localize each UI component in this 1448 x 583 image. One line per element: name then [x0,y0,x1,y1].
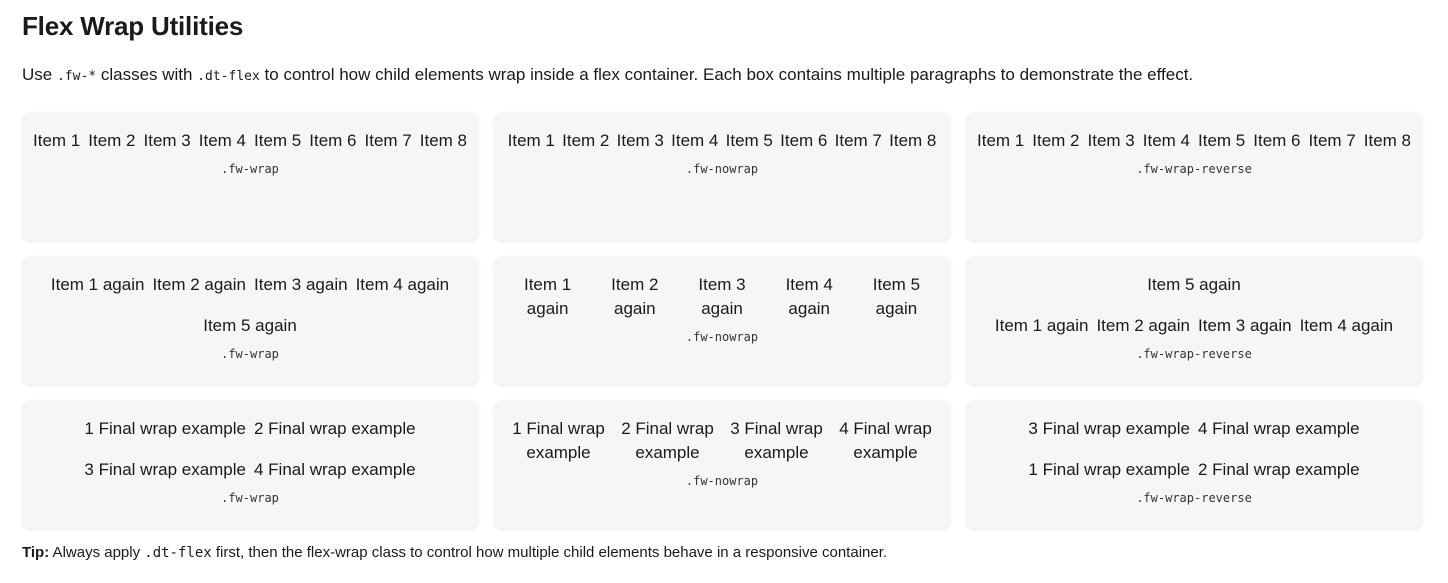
flex-item: Item 8 [1363,131,1411,150]
intro-text-part: Use [22,65,57,84]
flex-container [504,273,940,321]
page-title: Flex Wrap Utilities [22,11,244,41]
tip-label: Tip: [22,544,50,561]
flex-item: Item 1 [977,131,1025,150]
flex-item: 2 Final wrap example [254,419,416,438]
class-label: .fw-nowrap [685,474,759,488]
tip-text [22,543,887,563]
flex-item: 2 Final wrap example [1198,460,1360,479]
flex-item: Item 1 again [523,275,572,318]
flex-item: Item 6 [309,131,357,150]
flex-item: Item 8 [889,131,937,150]
flex-item: Item 3 [143,131,191,150]
flex-item: 2 Final wrap example [621,419,714,462]
flex-item: Item 1 again [994,316,1089,335]
class-label: .fw-nowrap [685,162,759,176]
class-label: .fw-wrap-reverse [1136,162,1252,176]
flex-item: Item 1 [33,131,81,150]
flex-item: Item 4 again [355,275,450,294]
flex-item: Item 8 [419,131,467,150]
tip-code: .dt-flex [144,545,212,561]
flex-item: Item 3 again [698,275,746,318]
intro-text-part: classes with [96,65,198,84]
flex-item: 4 Final wrap example [1198,419,1360,438]
example-card-fw-wrap [22,112,478,240]
flex-item: Item 4 [198,131,246,150]
flex-container [32,273,468,338]
tip-text-part: first, then the flex-wrap class to control how multiple child elements behave in a responsive container. [211,544,888,561]
class-label: .fw-nowrap [685,330,759,344]
flex-container [504,417,940,465]
flex-container [976,417,1412,482]
flex-container [976,273,1412,338]
class-label: .fw-wrap-reverse [1136,491,1252,505]
flex-container [32,417,468,482]
flex-item: Item 4 [671,131,719,150]
flex-item: Item 3 [616,131,664,150]
flex-item: Item 2 again [1096,316,1190,335]
flex-item: Item 5 again [872,275,921,318]
example-card-fw-wrap [22,400,478,528]
flex-item: Item 1 [507,131,555,150]
flex-item: Item 2 [562,131,610,150]
flex-item: Item 7 [364,131,412,150]
flex-item: Item 5 again [203,316,297,335]
flex-item: 3 Final wrap example [84,460,246,479]
flex-item: Item 7 [834,131,882,150]
flex-item: 4 Final wrap example [839,419,932,462]
class-label: .fw-wrap [221,162,279,176]
class-label: .fw-wrap-reverse [1136,347,1252,361]
example-card-fw-nowrap [494,400,950,528]
flex-container [976,129,1412,153]
flex-item: Item 5 again [1147,275,1241,294]
flex-item: Item 4 again [785,275,833,318]
flex-item: Item 2 again [611,275,659,318]
example-card-fw-wrap-reverse [966,256,1422,384]
flex-item: Item 4 again [1299,316,1394,335]
flex-item: 1 Final wrap example [84,419,246,438]
examples-grid [22,112,1421,528]
flex-item: Item 5 [254,131,302,150]
flex-item: Item 7 [1308,131,1356,150]
flex-item: Item 3 [1087,131,1135,150]
intro-code-fw: .fw-* [56,69,97,84]
flex-item: 4 Final wrap example [254,460,416,479]
example-card-fw-wrap [22,256,478,384]
example-card-fw-nowrap [494,256,950,384]
flex-item: Item 6 [1253,131,1301,150]
flex-item: Item 3 again [254,275,348,294]
tip-text-part: Always apply [49,544,145,561]
class-label: .fw-wrap [221,491,279,505]
flex-item: Item 4 [1142,131,1190,150]
flex-item: Item 2 [88,131,136,150]
example-card-fw-nowrap [494,112,950,240]
flex-item: Item 2 again [152,275,246,294]
flex-item: 3 Final wrap example [1028,419,1190,438]
intro-text [22,63,1193,89]
flex-item: 3 Final wrap example [730,419,823,462]
flex-item: 1 Final wrap example [512,419,605,462]
flex-item: Item 1 again [50,275,145,294]
example-card-fw-wrap-reverse [966,400,1422,528]
example-card-fw-wrap-reverse [966,112,1422,240]
flex-item: Item 6 [780,131,828,150]
flex-item: Item 5 [725,131,773,150]
flex-item: Item 3 again [1198,316,1292,335]
intro-text-part: to control how child elements wrap inside a flex container. Each box contains multiple paragraphs to demonstrate the effect. [259,65,1194,84]
flex-item: Item 5 [1198,131,1246,150]
flex-item: 1 Final wrap example [1028,460,1190,479]
class-label: .fw-wrap [221,347,279,361]
flex-item: Item 2 [1032,131,1080,150]
flex-container [32,129,468,153]
flex-container [504,129,940,153]
intro-code-dt-flex: .dt-flex [197,69,260,84]
